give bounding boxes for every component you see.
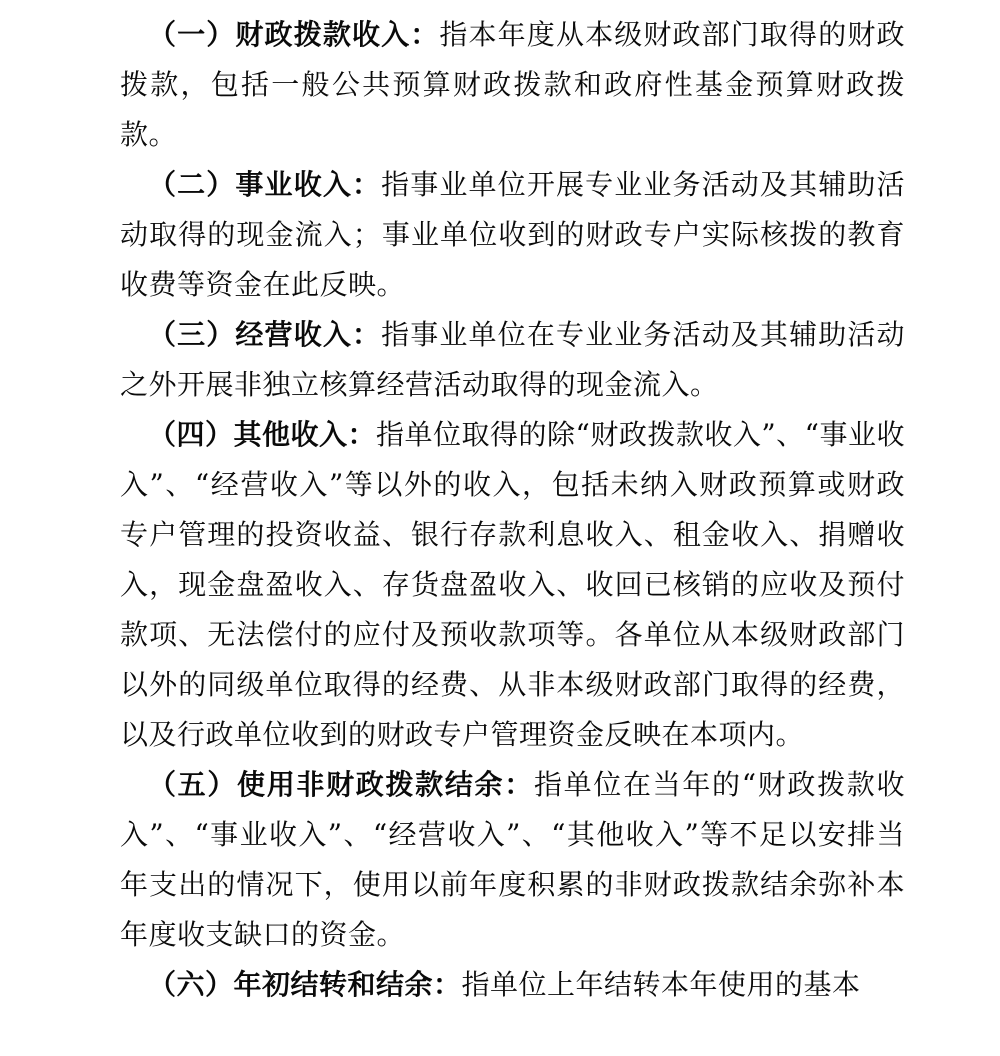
paragraph-business-income — [120, 310, 905, 410]
paragraph-5-heading: （五）使用非财政拨款结余： — [148, 768, 534, 801]
paragraph-operational-income — [120, 160, 905, 310]
paragraph-fiscal-appropriation-income — [120, 10, 905, 160]
paragraph-1-body: 指本年度从本级财政部门取得的财政拨款，包括一般公共预算财政拨款和政府性基金预算财政拨款。 — [120, 18, 905, 151]
paragraph-3-heading: （三）经营收入： — [148, 318, 382, 351]
paragraph-4-heading: （四）其他收入： — [148, 418, 377, 451]
paragraph-6-body: 指单位上年结转本年使用的基本 — [461, 968, 861, 1001]
paragraph-5-body: 指单位在当年的“财政拨款收入”、“事业收入”、“经营收入”、“其他收入”等不足以安排当年支出的情况下，使用以前年度积累的非财政拨款结余弥补本年度收支缺口的资金。 — [120, 768, 905, 951]
paragraph-other-income — [120, 410, 905, 760]
paragraph-non-fiscal-surplus-use — [120, 760, 905, 960]
paragraph-2-body: 指事业单位开展专业业务活动及其辅助活动取得的现金流入；事业单位收到的财政专户实际核拨的教育收费等资金在此反映。 — [120, 168, 905, 301]
paragraph-3-body: 指事业单位在专业业务活动及其辅助活动之外开展非独立核算经营活动取得的现金流入。 — [120, 318, 905, 401]
paragraph-6-heading: （六）年初结转和结余： — [148, 968, 462, 1001]
paragraph-4-body: 指单位取得的除“财政拨款收入”、“事业收入”、“经营收入”等以外的收入，包括未纳入财政预算或财政专户管理的投资收益、银行存款利息收入、租金收入、捐赠收入，现金盘盈收入、存货盘盈收入、收回已核销的应收及预付款项、无法偿付的应付及预收款项等。各单位从本级财政部门以外的同级单位取得的经费、从非本级财政部门取得的经费，以及行政单位收到的财政专户管理资金反映在本项内。 — [120, 418, 905, 751]
paragraph-1-heading: （一）财政拨款收入： — [148, 18, 440, 51]
paragraph-2-heading: （二）事业收入： — [148, 168, 382, 201]
paragraph-carryover-and-surplus — [120, 960, 905, 1010]
